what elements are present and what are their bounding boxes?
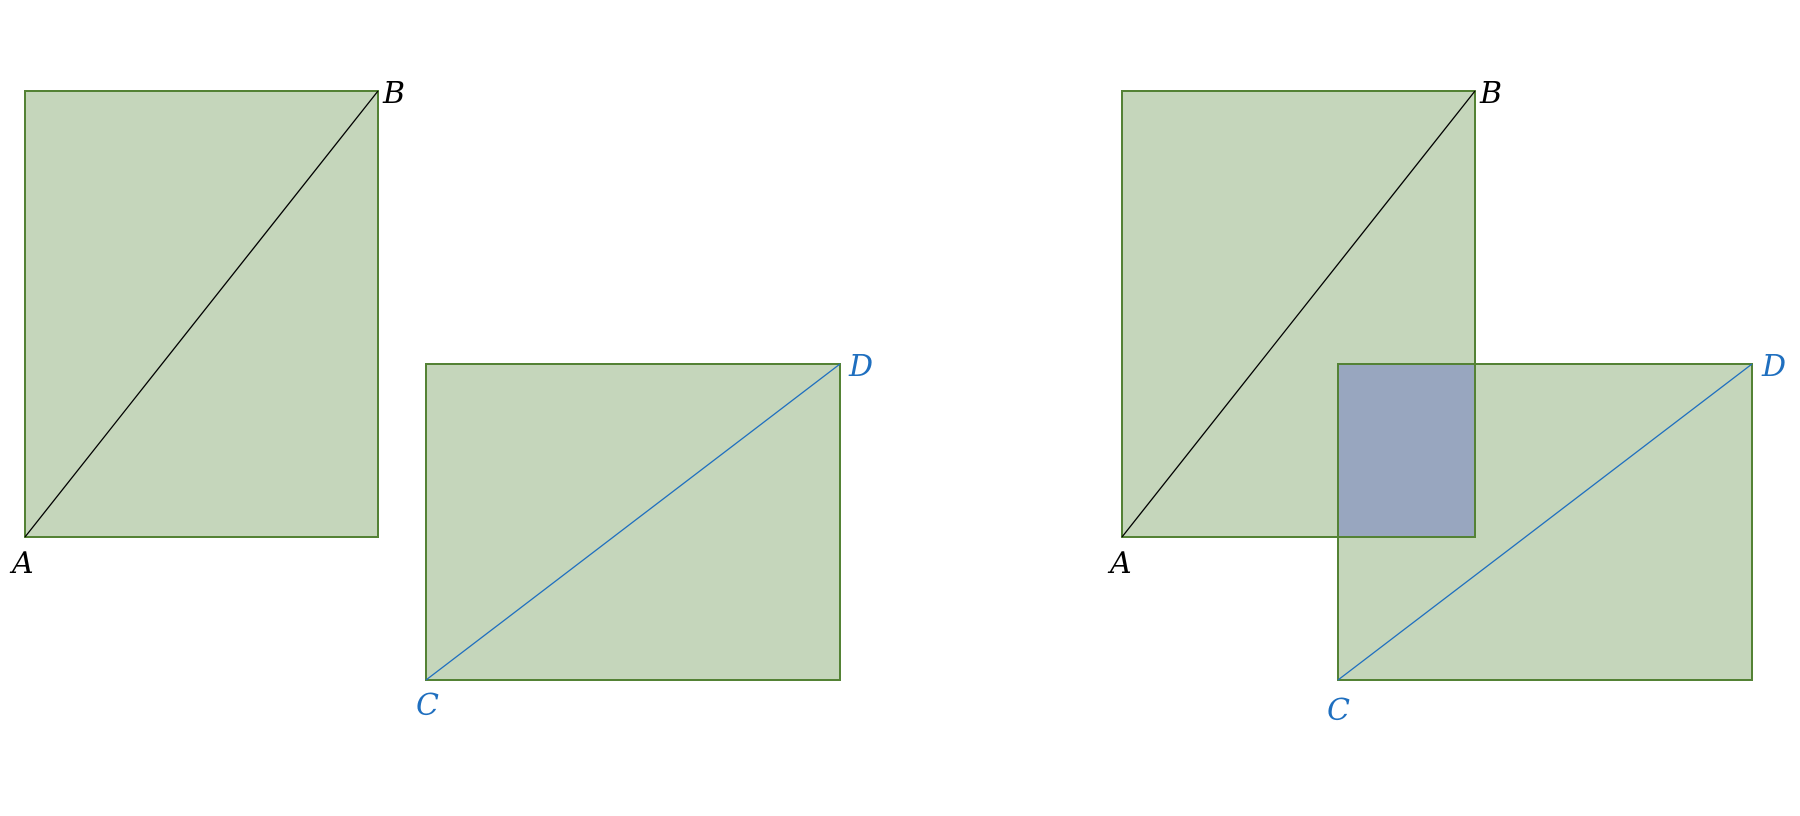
overlap-region bbox=[1338, 364, 1475, 537]
label-c: C bbox=[1327, 693, 1350, 728]
label-a: A bbox=[1110, 546, 1132, 581]
label-d: D bbox=[1762, 349, 1787, 384]
label-c: C bbox=[416, 688, 439, 723]
label-a: A bbox=[12, 546, 34, 581]
label-b: B bbox=[1480, 76, 1503, 111]
label-b: B bbox=[383, 76, 406, 111]
label-d: D bbox=[849, 349, 874, 384]
left-figure bbox=[9, 76, 873, 723]
right-figure bbox=[1107, 76, 1786, 728]
